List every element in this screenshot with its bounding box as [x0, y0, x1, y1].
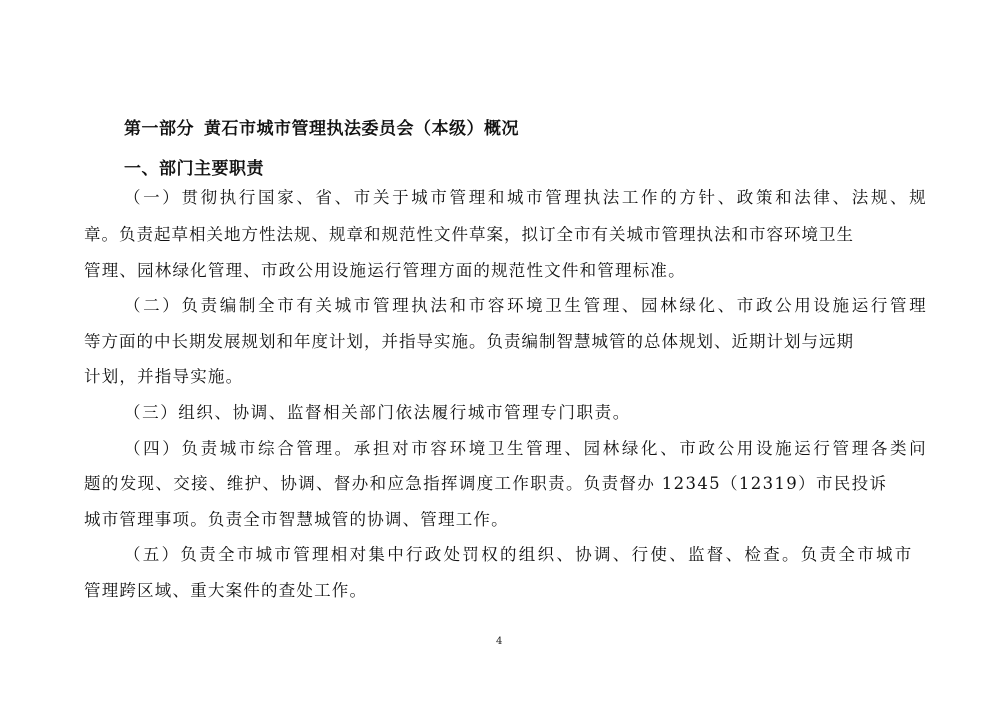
paragraph-line: （三）组织、协调、监督相关部门依法履行城市管理专门职责。: [124, 403, 631, 422]
paragraph-line: 计划，并指导实施。: [84, 367, 244, 386]
paragraph-line: 章。负责起草相关地方性法规、规章和规范性文件草案，拟订全市有关城市管理执法和市容环境卫生: [84, 225, 854, 244]
part-title-text: 黄石市城市管理执法委员会（本级）概况: [204, 119, 519, 139]
paragraph-line: 城市管理事项。负责全市智慧城管的协调、管理工作。: [84, 510, 509, 529]
section-title: 一、部门主要职责: [124, 159, 264, 179]
paragraph-line: （五）负责全市城市管理相对集中行政处罚权的组织、协调、行使、监督、检查。负责全市城市: [124, 545, 914, 564]
paragraph-line: 等方面的中长期发展规划和年度计划，并指导实施。负责编制智慧城管的总体规划、近期计划与远期: [84, 332, 854, 351]
part-title-label: 第一部分: [124, 119, 194, 139]
page-number: 4: [496, 636, 503, 647]
paragraph-line: 管理、园林绿化管理、市政公用设施运行管理方面的规范性文件和管理标准。: [84, 261, 686, 280]
part-title: [124, 114, 519, 139]
paragraph-line: （一）贯彻执行国家、省、市关于城市管理和城市管理执法工作的方针、政策和法律、法规、规: [124, 188, 929, 207]
paragraph-line: （二）负责编制全市有关城市管理执法和市容环境卫生管理、园林绿化、市政公用设施运行管理: [124, 296, 929, 315]
paragraph-line: 题的发现、交接、维护、协调、督办和应急指挥调度工作职责。负责督办 12345（12319）市民投诉: [84, 474, 888, 493]
paragraph-line: （四）负责城市综合管理。承担对市容环境卫生管理、园林绿化、市政公用设施运行管理各类问: [124, 439, 929, 458]
paragraph-line: 管理跨区域、重大案件的查处工作。: [84, 581, 368, 600]
